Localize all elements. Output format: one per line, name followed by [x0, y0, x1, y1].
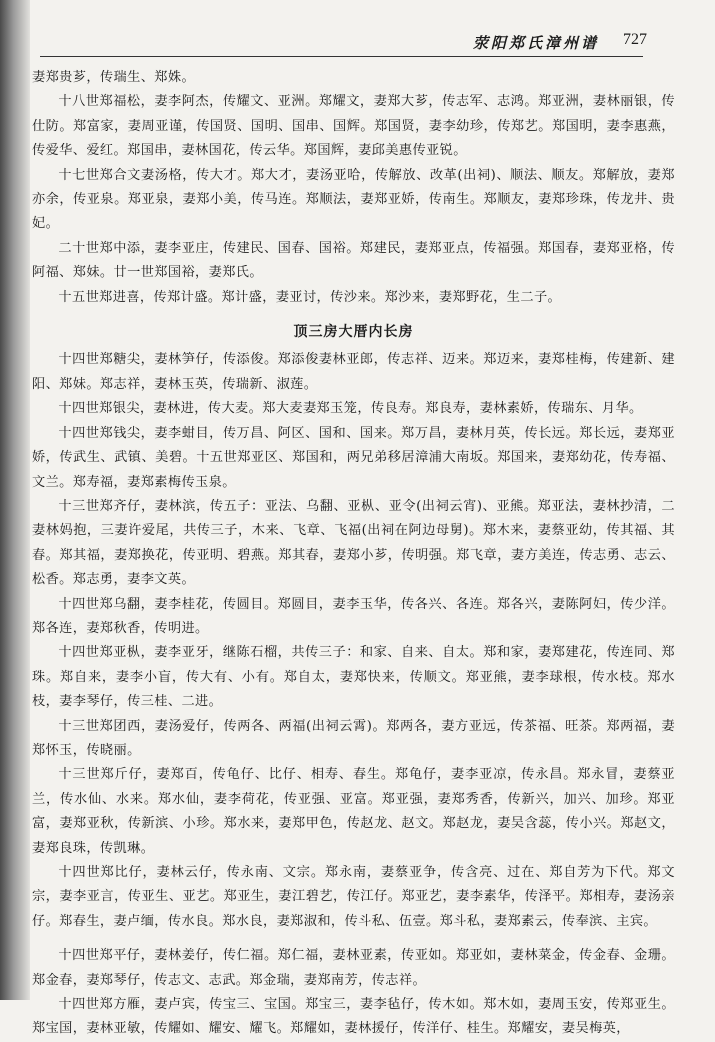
genealogy-paragraph: 十四世郑银尖，妻林进，传大麦。郑大麦妻郑玉笼，传良寿。郑良寿，妻林素娇，传瑞东、月华。 [58, 401, 643, 417]
genealogy-paragraph: 十四世郑乌翻，妻李桂花，传圆目。郑圆目，妻李玉华，传各兴、各连。郑各兴，妻陈阿妇，传少洋。郑各连，妻郑秋香，传明进。 [32, 596, 675, 636]
genealogy-paragraph: 十八世郑福松，妻李阿杰，传耀文、亚洲。郑耀文，妻郑大芗，传志军、志鸿。郑亚洲，妻林丽银，传仕防。郑富家，妻周亚谨，传国贤、国明、国串、国辉。郑国贤，妻李幼珍，传郑艺。郑国明，妻李惠燕，传爱华、爱红。郑国串，妻林国花，传云华。郑国辉，妻邱美惠传亚锐。 [32, 94, 675, 159]
genealogy-paragraph: 十三世郑齐仔，妻林滨，传五子：亚法、乌翻、亚枞、亚令(出祠云宵)、亚熊。郑亚法，妻林抄清，二妻林妈抱，三妻许爱尾，共传三子，木来、飞章、飞福(出祠在阿边母舅)。郑木来，妻蔡亚幼，传其福、其春。郑其福，妻郑换花，传亚明、碧燕。郑其春，妻郑小芗，传明强。郑飞章，妻方美连，传志勇、志云、松香。郑志勇，妻李文英。 [32, 498, 675, 588]
genealogy-paragraph: 十四世郑糖尖，妻林笋仔，传添俊。郑添俊妻林亚郎，传志祥、迈来。郑迈来，妻郑桂梅，传建新、建阳、郑妹。郑志祥，妻林玉英，传瑞新、淑莲。 [32, 352, 675, 392]
genealogy-block-top [32, 66, 675, 310]
genealogy-paragraph: 十四世郑亚枞，妻李亚牙，继陈石榴，共传三子：和家、自来、自太。郑和家，妻郑建花，传连同、郑珠。郑自来，妻李小盲，传大有、小有。郑自太，妻郑快来，传顺文。郑亚熊，妻李球根，传水枝。郑水枝，妻李琴仔，传三桂、二进。 [32, 645, 675, 710]
genealogy-paragraph: 十三世郑团西，妻汤爱仔，传两各、两福(出祠云霄)。郑两各，妻方亚远，传茶福、旺茶。郑两福，妻郑怀玉，传晓丽。 [32, 718, 675, 758]
genealogy-paragraph: 十五世郑进喜，传郑计盛。郑计盛，妻亚讨，传沙来。郑沙来，妻郑野花，生二子。 [58, 289, 562, 305]
genealogy-paragraph: 十四世郑方雁，妻卢宾，传宝三、宝国。郑宝三，妻李毡仔，传木如。郑木如，妻周玉安，传郑亚生。郑宝国，妻林亚敏，传耀如、耀安、耀飞。郑耀如，妻林援仔，传洋仔、桂生。郑耀安，妻吴梅英， [32, 997, 675, 1037]
paragraph-gap [32, 934, 675, 944]
genealogy-paragraph: 十三世郑斤仔，妻郑百，传龟仔、比仔、相寿、春生。郑龟仔，妻李亚凉，传永昌。郑永冒，妻蔡亚兰，传水仙、水来。郑水仙，妻李荷花，传亚强、亚富。郑亚强，妻郑秀香，传新兴，加兴、加珍。郑亚富，妻郑亚秋，传新滨、小珍。郑水来，妻郑甲色，传赵龙、赵文。郑赵龙，妻吴含蕊，传小兴。郑赵文，妻郑良珠，传凯琳。 [32, 767, 675, 856]
genealogy-paragraph: 二十世郑中添，妻李亚庄，传建民、国春、国裕。郑建民，妻郑亚点，传福强。郑国春，妻郑亚格，传阿福、郑妹。廿一世郑国裕，妻郑氏。 [32, 240, 675, 281]
page-body [32, 66, 675, 1042]
section-title: 顶三房大厝内长房 [293, 324, 414, 341]
genealogy-paragraph: 十四世郑钱尖，妻李蚶目，传万昌、阿区、国和、国来。郑万昌，妻林月英，传长远。郑长远，妻郑亚娇，传武生、武镇、美碧。十五世郑亚区、郑国和，两兄弟移居漳浦大南坂。郑国来，妻郑幼花，传寿福、文兰。郑寿福，妻郑素梅传玉泉。 [32, 425, 675, 490]
running-header [40, 30, 647, 57]
genealogy-block-bottom [32, 348, 675, 1041]
genealogy-paragraph: 十四世郑比仔，妻林云仔，传永南、文宗。郑永南，妻蔡亚争，传含亮、过在、郑自芳为下代。郑文宗，妻李亚言，传亚生、亚艺。郑亚生，妻江碧艺，传江仔。郑亚艺，妻李素华，传泽平。郑相寿，妻汤亲仔。郑春生，妻卢缅，传水良。郑水良，妻郑淑和，传斗私、伍壹。郑斗私，妻郑素云，传奉滨、主宾。 [32, 865, 675, 929]
genealogy-paragraph: 妻郑贵芗，传瑞生、郑姝。 [32, 70, 196, 85]
genealogy-paragraph: 十七世郑合文妻汤格，传大才。郑大才，妻汤亚哈，传解放、改革(出祠)、顺法、顺友。郑解放，妻郑亦余，传亚泉。郑亚泉，妻郑小美，传马连。郑顺法，妻郑亚娇，传南生。郑顺友，妻郑珍珠，传龙井、贵妃。 [32, 167, 675, 232]
book-title: 荥阳郑氏漳州谱 [472, 34, 599, 52]
genealogy-paragraph: 十四世郑平仔，妻林姜仔，传仁福。郑仁福，妻林亚素，传亚如。郑亚如，妻林菜金，传金春、金珊。郑金春，妻郑琴仔，传志文、志武。郑金瑞，妻郑南芳，传志祥。 [32, 948, 675, 988]
book-spine-shadow [0, 0, 30, 1000]
page-number: 727 [623, 31, 647, 48]
